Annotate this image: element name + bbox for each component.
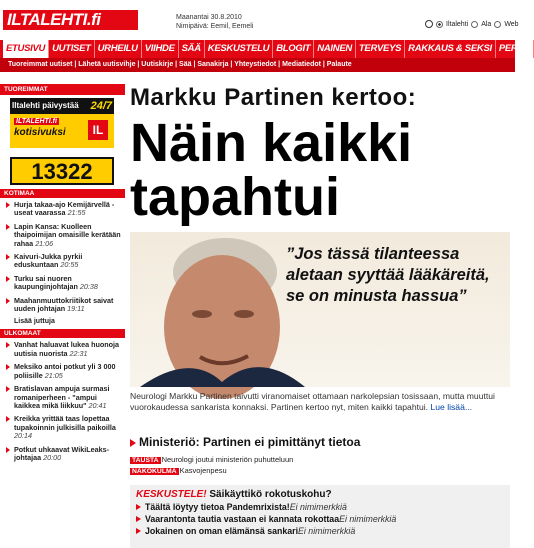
news-item[interactable] — [14, 385, 121, 410]
discussion-author: Ei nimimerkkiä — [339, 514, 397, 524]
discussion-text: Täältä löytyy tietoa Pandemrixista! — [145, 502, 290, 512]
news-time: 21:05 — [44, 370, 63, 380]
news-time: 20:14 — [14, 431, 32, 441]
namedays: Nimipäivä: Eemil, Eemeli — [176, 23, 254, 30]
radio-iltalehti-label: Iltalehti — [446, 20, 469, 28]
sidebar-head: TUOREIMMAT — [0, 84, 125, 95]
bullet-icon — [136, 516, 141, 522]
nav-viihde[interactable]: VIIHDE — [142, 40, 179, 58]
nav-terveys[interactable]: TERVEYS — [356, 40, 405, 58]
discussion-label: KESKUSTELE! — [136, 489, 207, 500]
story-kicker[interactable]: Markku Partinen kertoo: — [130, 84, 417, 111]
news-time: 20:00 — [43, 452, 62, 462]
bullet-icon — [136, 504, 141, 510]
nav-nainen[interactable]: NAINEN — [314, 40, 356, 58]
arrow-icon — [130, 439, 136, 447]
date-line: Maanantai 30.8.2010 — [176, 14, 242, 21]
radio-web2[interactable] — [494, 21, 501, 28]
news-time: 22:31 — [69, 348, 88, 358]
radio-web[interactable] — [471, 21, 478, 28]
news-text: Turku sai nuoren kaupunginjohtajan — [14, 273, 78, 292]
sub-nav[interactable]: Tuoreimmat uutiset | Lähetä uutisvihje | Uutiskirje | Sää | Sanakirja | Yhteystiedot | Mediatiedot | Palaute — [0, 58, 515, 72]
bullet-icon — [6, 447, 10, 453]
news-text: Kreikka yrittää taas lopettaa tupakoinnin julkisilla paikoilla — [14, 414, 116, 432]
more-link[interactable]: Lisää juttuja — [14, 318, 55, 326]
date-info — [176, 13, 253, 31]
news-item[interactable] — [14, 446, 121, 463]
search-scope — [425, 20, 519, 28]
main-nav — [0, 40, 531, 58]
bullet-icon — [6, 342, 10, 348]
ulkomaat-list — [0, 338, 125, 462]
header — [0, 0, 519, 40]
kotimaa-list — [0, 198, 125, 313]
sidebar — [0, 84, 125, 548]
news-time: 20:38 — [79, 282, 98, 292]
logo-text: ILTALEHTI — [7, 10, 87, 29]
search-icon[interactable] — [425, 20, 433, 28]
nav-etusivu[interactable]: ETUSIVU — [3, 40, 49, 58]
bullet-icon — [6, 202, 10, 208]
promo-body — [10, 114, 114, 148]
promo-badge: IL — [88, 120, 108, 140]
discussion-item[interactable] — [136, 514, 504, 524]
news-time: 20:55 — [60, 260, 79, 270]
story-quote: ”Jos tässä tilanteessa aletaan syyttää lääkäreitä, se on minusta hassua” — [286, 245, 490, 305]
radio-iltalehti[interactable] — [436, 21, 443, 28]
visitor-counter: 13322 — [10, 157, 114, 185]
tag-nakokulma: NÄKÖKULMA — [132, 468, 177, 475]
lead-text: Neurologi Markku Partinen taivutti viranomaiset ottamaan narkolepsian tosissaan, mutta muuttui vuorokaudessa sankarista konnaksi. Partinen kertoo nyt, miten kaikki tapahtui. — [130, 391, 495, 412]
tausta-text: Neurologi joutui ministeriön puhutteluun — [161, 455, 294, 464]
promo-num: 24/7 — [90, 100, 112, 112]
news-item[interactable] — [14, 341, 121, 358]
logo-tld: .fi — [86, 10, 101, 29]
news-time: 21:06 — [35, 238, 54, 248]
read-more-link[interactable]: Lue lisää... — [430, 402, 473, 412]
bullet-icon — [136, 528, 141, 534]
bullet-icon — [6, 254, 10, 260]
news-item[interactable] — [14, 363, 121, 380]
news-text: Hurja takaa-ajo Kemijärvellä - useat vaarassa — [14, 200, 115, 218]
bullet-icon — [6, 224, 10, 230]
radio-web2-label: Web — [504, 20, 519, 28]
tausta-row[interactable] — [130, 455, 293, 464]
discussion-item[interactable] — [136, 526, 504, 536]
news-time: 19:11 — [67, 304, 85, 314]
news-item[interactable] — [14, 415, 121, 440]
discussion-item[interactable] — [136, 502, 504, 512]
main-story — [130, 84, 510, 536]
nav-keskustelu[interactable]: KESKUSTELU — [205, 40, 273, 58]
news-text: Lapin Kansa: Kuolleen thaipoimijan omaisille kerätään rahaa — [14, 221, 121, 248]
discussion-topic: Säikäyttikö rokotuskohu? — [206, 489, 332, 500]
nav-perhe[interactable]: PERHE — [496, 40, 534, 58]
related-headline[interactable] — [130, 435, 360, 449]
story-lead — [130, 391, 506, 413]
nav-urheilu[interactable]: URHEILU — [95, 40, 142, 58]
news-text: Maahanmuuttokriitikot saivat uuden johtajan — [14, 295, 114, 314]
nakokulma-row[interactable] — [130, 466, 227, 475]
news-item[interactable] — [14, 223, 121, 248]
related-headline-text: Ministeriö: Partinen ei pimittänyt tietoa — [139, 435, 361, 449]
site-logo[interactable] — [3, 10, 138, 30]
nav-saa[interactable]: SÄÄ — [179, 40, 205, 58]
tag-tausta: TAUSTA — [132, 457, 159, 464]
story-headline[interactable] — [130, 113, 510, 227]
discussion-author: Ei nimimerkkiä — [289, 502, 347, 512]
discussion-box — [130, 485, 510, 548]
nav-blogit[interactable]: BLOGIT — [273, 40, 314, 58]
ulkomaat-head: ULKOMAAT — [0, 329, 125, 338]
nakokulma-text: Kasvojenpesu — [179, 466, 227, 475]
promo-top-text: Iltalehti päivystää — [12, 101, 79, 110]
discussion-title[interactable] — [136, 489, 504, 500]
headline-line-2: tapahtui — [130, 167, 340, 227]
news-text: Meksiko antoi potkut yli 3 000 poliisille — [14, 362, 116, 380]
bullet-icon — [6, 364, 10, 370]
nav-uutiset[interactable]: UUTISET — [49, 40, 95, 58]
news-text: Vanhat haluavat lukea huonoja uutisia nuorista — [14, 340, 120, 358]
discussion-text: Jokainen on oman elämänsä sankari — [145, 526, 299, 536]
radio-web-label: Ala — [481, 20, 492, 28]
promo-top — [10, 98, 114, 114]
promo-sub: kotisivuksi — [14, 127, 66, 138]
news-text: Bratislavan ampuja surmasi romaniperheen - "ampui kaikkea mikä liikkuu" — [14, 384, 110, 410]
news-time: 20:41 — [88, 400, 107, 410]
news-item[interactable] — [14, 297, 121, 314]
bullet-icon — [6, 298, 10, 304]
news-time: 21:55 — [67, 208, 86, 218]
news-text: Potkut uhkaavat WikiLeaks-johtajaa — [14, 444, 109, 462]
discussion-author: Ei nimimerkkiä — [298, 526, 356, 536]
headline-line-1: Näin kaikki — [130, 113, 413, 173]
nav-rakkaus-seksi[interactable]: RAKKAUS & SEKSI — [405, 40, 496, 58]
story-photo[interactable] — [130, 232, 510, 387]
news-item[interactable] — [14, 275, 121, 292]
bullet-icon — [6, 386, 10, 392]
bullet-icon — [6, 276, 10, 282]
bullet-icon — [6, 416, 10, 422]
homepage-promo[interactable] — [10, 98, 114, 148]
news-item[interactable] — [14, 253, 121, 270]
news-item[interactable] — [14, 201, 121, 218]
promo-logo: ILTALEHTI.fi — [16, 118, 57, 125]
news-text: Kaivuri-Jukka pyrkii eduskuntaan — [14, 252, 83, 270]
discussion-text: Vaarantonta tautia vastaan ei kannata rokottaa — [145, 514, 340, 524]
kotimaa-head: KOTIMAA — [0, 189, 125, 198]
